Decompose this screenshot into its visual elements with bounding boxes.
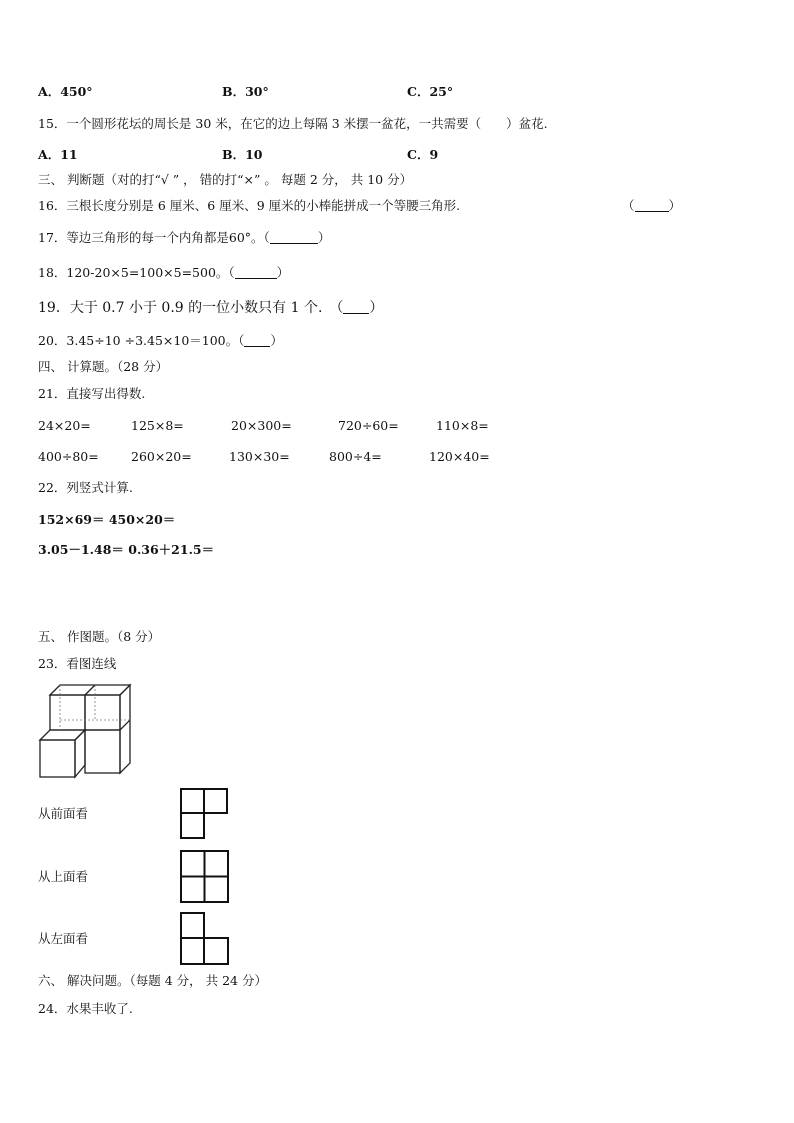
q21-expr: 110×8= bbox=[436, 418, 489, 433]
q15-question: 15．一个圆形花坛的周长是 30 米，在它的边上每隔 3 米摆一盆花，一共需要（ ）盆花. bbox=[38, 116, 548, 131]
q17-paren-close: ） bbox=[317, 230, 331, 245]
q21-expr: 20×300= bbox=[231, 418, 292, 433]
q21-expr: 130×30= bbox=[229, 449, 290, 464]
q20-text: 20．3.45÷10 ÷3.45×10＝100。（ bbox=[38, 333, 245, 348]
q22-row2: 3.05－1.48＝ 0.36＋21.5＝ bbox=[38, 542, 215, 557]
section3-title: 三、 判断题（对的打“√ ” ， 错的打“×” 。 每题 2 分， 共 10 分） bbox=[38, 172, 413, 187]
q19-paren-close: ） bbox=[369, 300, 384, 316]
q18-question[interactable] bbox=[38, 265, 289, 281]
view-label-left: 从左面看 bbox=[38, 931, 89, 946]
q20-paren-close: ） bbox=[270, 333, 283, 348]
q19-question[interactable] bbox=[38, 300, 383, 316]
q16-paren-close: ） bbox=[668, 198, 682, 213]
view-shape-top[interactable] bbox=[180, 850, 230, 904]
q21-expr: 720÷60= bbox=[338, 418, 399, 433]
q21-expr: 800÷4= bbox=[329, 449, 382, 464]
q19-text: 19．大于 0.7 小于 0.9 的一位小数只有 1 个. （ bbox=[38, 300, 344, 316]
q22-title: 22．列竖式计算. bbox=[38, 480, 133, 495]
q17-text: 17．等边三角形的每一个内角都是60°。（ bbox=[38, 230, 270, 245]
q18-text: 18．120-20×5=100×5=500。（ bbox=[38, 265, 235, 280]
q14-option-b: B．30° bbox=[222, 84, 269, 99]
q24-question: 24．水果丰收了. bbox=[38, 1001, 133, 1016]
q21-expr: 260×20= bbox=[131, 449, 192, 464]
q14-option-c: C．25° bbox=[407, 84, 454, 99]
view-label-front: 从前面看 bbox=[38, 806, 89, 821]
q15-option-b: B．10 bbox=[222, 147, 263, 162]
q18-paren-close: ） bbox=[276, 265, 290, 280]
cube-stack-figure bbox=[38, 682, 138, 782]
view-shape-left[interactable] bbox=[180, 912, 230, 966]
q21-expr: 120×40= bbox=[429, 449, 490, 464]
q21-title: 21．直接写出得数. bbox=[38, 386, 146, 401]
q20-question[interactable] bbox=[38, 333, 283, 349]
view-label-top: 从上面看 bbox=[38, 869, 89, 884]
section6-title: 六、 解决问题。（每题 4 分， 共 24 分） bbox=[38, 973, 267, 988]
section4-title: 四、 计算题。（28 分） bbox=[38, 359, 169, 374]
q21-expr: 24×20= bbox=[38, 418, 91, 433]
q16-paren-open: （ bbox=[622, 198, 635, 213]
section5-title: 五、 作图题。（8 分） bbox=[38, 629, 161, 644]
q16-answer-blank[interactable] bbox=[622, 198, 681, 214]
view-shape-front[interactable] bbox=[180, 788, 230, 840]
q21-expr: 400÷80= bbox=[38, 449, 99, 464]
q22-row1: 152×69＝ 450×20＝ bbox=[38, 512, 176, 527]
q15-option-a: A．11 bbox=[38, 147, 78, 162]
q21-expr: 125×8= bbox=[131, 418, 184, 433]
q16-question: 16．三根长度分别是 6 厘米、6 厘米、9 厘米的小棒能拼成一个等腰三角形. bbox=[38, 198, 461, 213]
q23-title: 23．看图连线 bbox=[38, 656, 117, 671]
q14-option-a: A．450° bbox=[38, 84, 93, 99]
q15-option-c: C．9 bbox=[407, 147, 439, 162]
q17-question[interactable] bbox=[38, 230, 330, 246]
